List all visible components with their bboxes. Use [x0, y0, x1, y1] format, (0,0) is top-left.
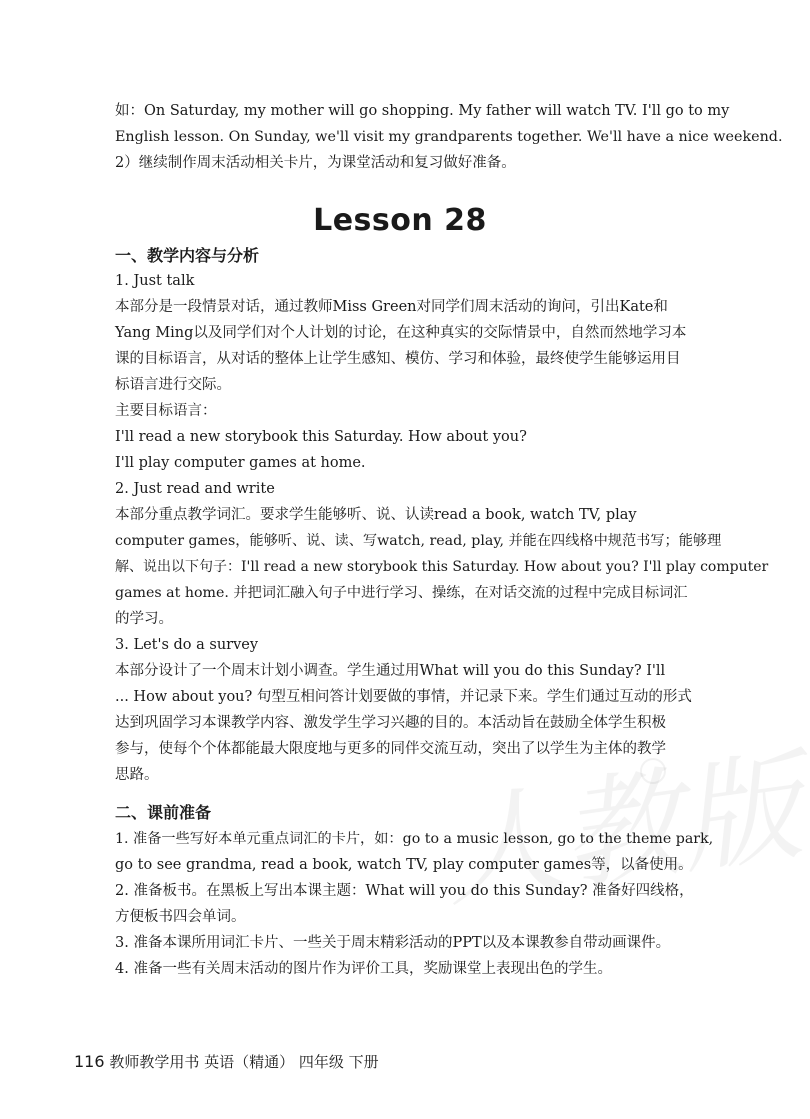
s1-line: 解、说出以下句子：I'll read a new storybook this Saturday. How about you? I'll play computer [115, 559, 769, 575]
s1-line: 的学习。 [115, 611, 173, 627]
page-footer [74, 1050, 379, 1074]
s1-line: 本部分重点教学词汇。要求学生能够听、说、认读read a book, watch TV, play [115, 507, 637, 523]
s1-line: 1. Just talk [115, 273, 195, 289]
section2-heading: 二、课前准备 [115, 803, 212, 822]
s1-line: 本部分设计了一个周末计划小调查。学生通过用What will you do this Sunday? I'll [115, 663, 666, 679]
s1-line: computer games，能够听、说、读、写watch, read, play, 并能在四线格中规范书写；能够理 [115, 533, 722, 549]
s1-line: 本部分是一段情景对话，通过教师Miss Green对同学们周末活动的询问，引出Kate和 [115, 299, 668, 315]
intro-line-1: 如：On Saturday, my mother will go shopping. My father will watch TV. I'll go to my [115, 103, 730, 119]
s2-line: go to see grandma, read a book, watch TV, play computer games等，以备使用。 [115, 857, 693, 873]
intro-line-3: 2）继续制作周末活动相关卡片，为课堂活动和复习做好准备。 [115, 155, 516, 171]
s1-line: 思路。 [115, 767, 159, 783]
intro-line-2: English lesson. On Sunday, we'll visit my grandparents together. We'll have a nice weekend. [115, 129, 783, 145]
s1-line: I'll read a new storybook this Saturday. How about you? [115, 429, 527, 445]
s2-line: 2. 准备板书。在黑板上写出本课主题：What will you do this Sunday? 准备好四线格， [115, 883, 694, 899]
s1-line: ... How about you? 句型互相问答计划要做的事情，并记录下来。学生们通过互动的形式 [115, 689, 692, 705]
s1-line: 课的目标语言，从对话的整体上让学生感知、模仿、学习和体验，最终使学生能够运用目 [115, 351, 681, 367]
lesson-title: Lesson 28 [313, 203, 487, 238]
s2-line: 方便板书四会单词。 [115, 909, 246, 925]
s1-line: I'll play computer games at home. [115, 455, 366, 471]
s1-line: 2. Just read and write [115, 481, 275, 497]
s2-line: 4. 准备一些有关周末活动的图片作为评价工具，奖励课堂上表现出色的学生。 [115, 961, 612, 977]
registered-mark-watermark [640, 758, 666, 784]
s1-line: games at home. 并把词汇融入句子中进行学习、操练，在对话交流的过程中完成目标词汇 [115, 585, 688, 601]
section1-heading: 一、教学内容与分析 [115, 246, 260, 265]
book-title: 教师教学用书 英语（精通） 四年级 下册 [109, 1053, 379, 1071]
s1-line: 参与，使每个个体都能最大限度地与更多的同伴交流互动，突出了以学生为主体的教学 [115, 741, 666, 757]
s1-line: 3. Let's do a survey [115, 637, 259, 653]
s1-line: 达到巩固学习本课教学内容、激发学生学习兴趣的目的。本活动旨在鼓励全体学生积极 [115, 715, 666, 731]
s1-line: 标语言进行交际。 [115, 377, 231, 393]
s1-line: Yang Ming以及同学们对个人计划的讨论，在这种真实的交际情景中，自然而然地学习本 [115, 325, 687, 341]
s2-line: 3. 准备本课所用词汇卡片、一些关于周末精彩活动的PPT以及本课教参自带动画课件。 [115, 935, 671, 951]
page-number: 116 [74, 1052, 105, 1071]
s1-line: 主要目标语言： [115, 403, 217, 419]
s2-line: 1. 准备一些写好本单元重点词汇的卡片，如：go to a music lesson, go to the theme park, [115, 831, 714, 847]
